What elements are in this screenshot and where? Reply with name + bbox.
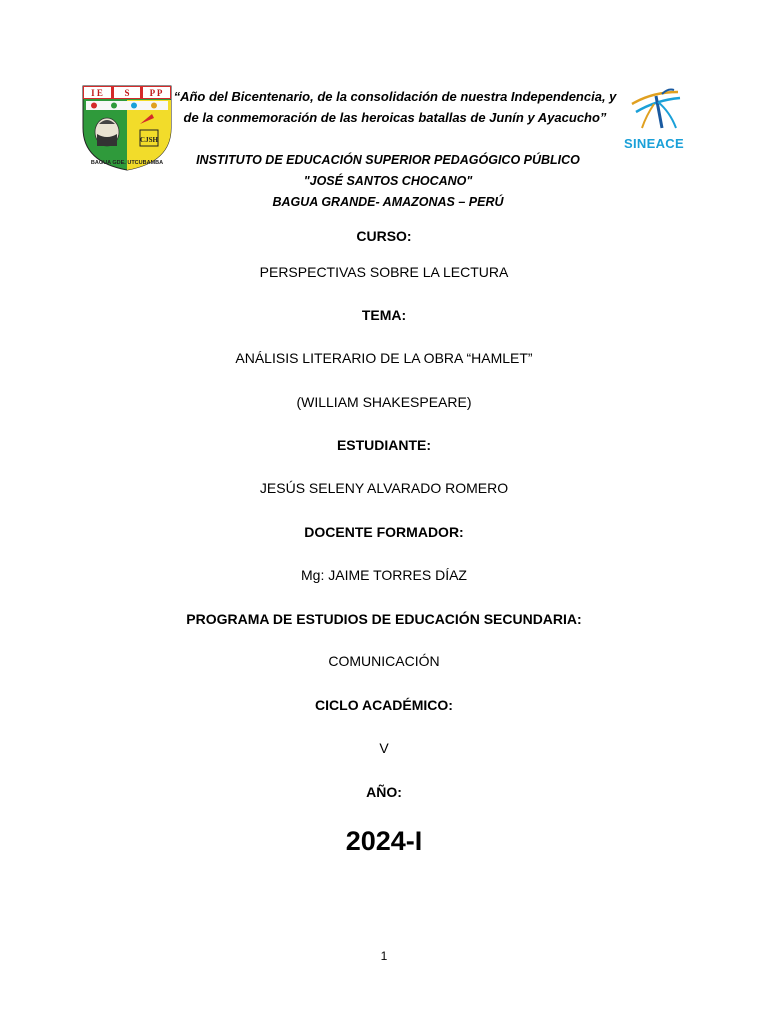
crest-ring-text: BAGUA GDE. UTCUBAMBA [90, 160, 164, 166]
motto-line-2: de la conmemoración de las heroicas batallas de Junín y Ayacucho” [183, 110, 607, 125]
institute-location: BAGUA GRANDE- AMAZONAS – PERÚ [272, 195, 504, 209]
course-label: CURSO: [356, 228, 412, 244]
cycle-label: CICLO ACADÉMICO: [315, 697, 453, 713]
course-value: PERSPECTIVAS SOBRE LA LECTURA [259, 264, 509, 280]
crest-banner-text-1: I E [91, 88, 103, 98]
institute-heading [180, 150, 596, 213]
motto-line-1: “Año del Bicentenario, de la consolidación de nuestra Independencia, y [173, 89, 617, 104]
institute-school-name: "JOSÉ SANTOS CHOCANO" [303, 174, 473, 188]
topic-value: ANÁLISIS LITERARIO DE LA OBRA “HAMLET” [235, 350, 533, 366]
crest-banner-text-2: S [124, 88, 130, 98]
teacher-label: DOCENTE FORMADOR: [304, 524, 464, 540]
program-value: COMUNICACIÓN [328, 653, 440, 669]
sineace-label: SINEACE [624, 136, 684, 151]
crest-banner-text-3: P P [149, 88, 163, 98]
teacher-name: Mg: JAIME TORRES DÍAZ [301, 567, 467, 583]
year-motto [170, 86, 620, 128]
student-label: ESTUDIANTE: [336, 437, 432, 453]
year-label: AÑO: [366, 784, 402, 800]
page-number: 1 [380, 949, 388, 963]
crest-monogram-text: CJSH [140, 136, 158, 144]
program-label: PROGRAMA DE ESTUDIOS DE EDUCACIÓN SECUNDARIA: [186, 611, 582, 627]
cycle-value: V [379, 740, 389, 756]
student-name: JESÚS SELENY ALVARADO ROMERO [259, 480, 509, 496]
topic-label: TEMA: [361, 307, 407, 323]
institute-name: INSTITUTO DE EDUCACIÓN SUPERIOR PEDAGÓGICO PÚBLICO [196, 153, 580, 167]
institute-crest-logo [80, 84, 174, 172]
topic-author: (WILLIAM SHAKESPEARE) [296, 394, 472, 410]
year-value: 2024-I [345, 826, 423, 856]
